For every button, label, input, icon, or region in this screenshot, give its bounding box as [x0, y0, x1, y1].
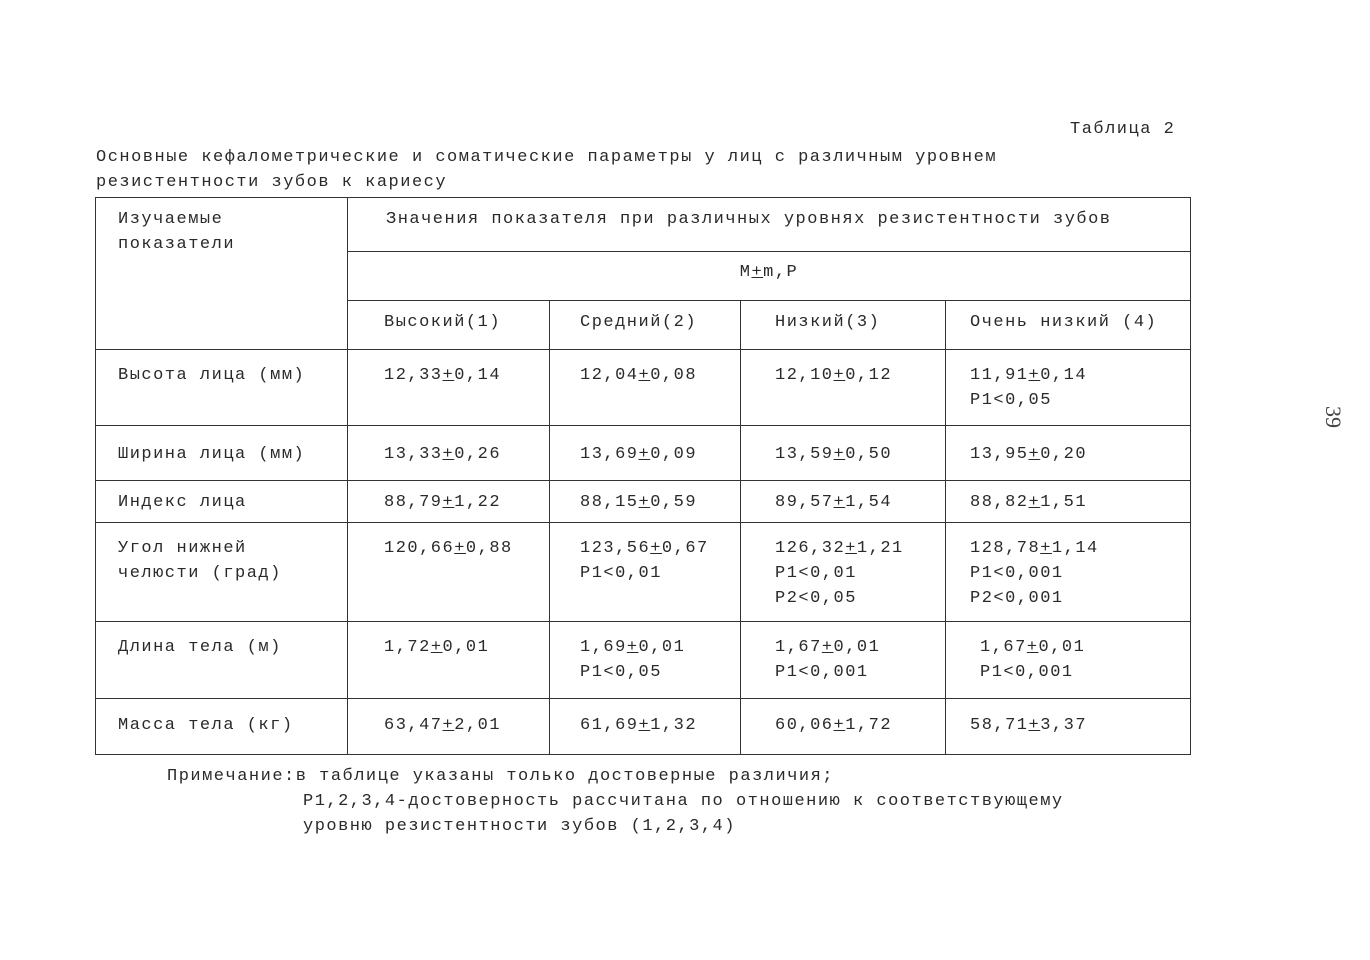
- level-high: Высокий(1): [384, 313, 502, 332]
- header-param-line-2: показатели: [118, 235, 236, 254]
- value-text: 89,57+1,54: [775, 493, 893, 512]
- p-value-line: P1<0,001: [775, 663, 869, 682]
- value-cell: [741, 699, 946, 755]
- cephalometric-table: [95, 197, 1191, 755]
- param-label: Масса тела (кг): [118, 716, 294, 735]
- level-cell: [550, 301, 741, 350]
- value-text: 61,69+1,32: [580, 716, 698, 735]
- param-cell: [96, 350, 348, 426]
- value-text: [946, 523, 1190, 611]
- value-line: 128,78+1,14: [970, 539, 1099, 558]
- header-mm-cell: [348, 252, 1191, 301]
- value-cell: [550, 481, 741, 523]
- param-cell: [96, 523, 348, 622]
- value-cell: [741, 622, 946, 699]
- caption-line-1: Основные кефалометрические и соматические параметры у лиц с различным уровнем: [96, 148, 998, 167]
- value-text: 13,95+0,20: [970, 445, 1088, 464]
- value-cell: [550, 622, 741, 699]
- value-text: [741, 523, 945, 611]
- p-value-line: P1<0,01: [775, 564, 857, 583]
- value-cell: [348, 622, 550, 699]
- value-cell: [946, 523, 1191, 622]
- p-value-line: P1<0,001: [970, 564, 1064, 583]
- table-row: [96, 622, 1191, 699]
- level-very-low: Очень низкий (4): [970, 313, 1158, 332]
- value-cell: [946, 622, 1191, 699]
- level-cell: [741, 301, 946, 350]
- param-label: Высота лица (мм): [118, 366, 306, 385]
- param-cell: [96, 699, 348, 755]
- value-line: 126,32+1,21: [775, 539, 904, 558]
- value-cell: [946, 426, 1191, 481]
- param-cell: [96, 622, 348, 699]
- header-values-cell: [348, 198, 1191, 252]
- value-text: 1,72+0,01: [384, 638, 490, 657]
- p-value-line: P2<0,001: [970, 589, 1064, 608]
- note-line-1: Примечание:в таблице указаны только достоверные различия;: [167, 767, 834, 786]
- value-cell: [741, 481, 946, 523]
- value-text: 88,82+1,51: [970, 493, 1088, 512]
- table-row: [96, 523, 1191, 622]
- value-text: [550, 622, 740, 685]
- value-text: [946, 350, 1190, 413]
- param-label: Длина тела (м): [118, 638, 282, 657]
- value-text: 12,04+0,08: [580, 366, 698, 385]
- table-row: [96, 481, 1191, 523]
- header-mm-text: M+m,P: [739, 263, 799, 282]
- table-row: [96, 350, 1191, 426]
- value-text: 13,69+0,09: [580, 445, 698, 464]
- value-cell: [946, 481, 1191, 523]
- value-cell: [348, 350, 550, 426]
- value-cell: [550, 426, 741, 481]
- value-line: 123,56+0,67: [580, 539, 709, 558]
- value-text: 88,79+1,22: [384, 493, 502, 512]
- p-value-line: P1<0,01: [580, 564, 662, 583]
- param-label: Индекс лица: [118, 493, 247, 512]
- param-cell: [96, 481, 348, 523]
- value-cell: [550, 523, 741, 622]
- value-text: 60,06+1,72: [775, 716, 893, 735]
- param-cell: [96, 426, 348, 481]
- level-cell: [348, 301, 550, 350]
- header-parameter-cell: [96, 198, 348, 350]
- value-cell: [741, 523, 946, 622]
- p-value-line: P1<0,05: [580, 663, 662, 682]
- value-cell: [550, 350, 741, 426]
- value-text: 12,33+0,14: [384, 366, 502, 385]
- table-note: [167, 764, 1064, 839]
- value-cell: [348, 481, 550, 523]
- value-text: 63,47+2,01: [384, 716, 502, 735]
- header-values-text: Значения показателя при различных уровнях резистентности зубов: [386, 210, 1112, 229]
- p-value-line: P2<0,05: [775, 589, 857, 608]
- value-cell: [741, 350, 946, 426]
- p-value-line: P1<0,001: [980, 663, 1074, 682]
- value-line: 1,69+0,01: [580, 638, 686, 657]
- value-text: 120,66+0,88: [384, 539, 513, 558]
- value-text: 58,71+3,37: [970, 716, 1088, 735]
- level-low: Низкий(3): [775, 313, 881, 332]
- value-text: 12,10+0,12: [775, 366, 893, 385]
- p-value-line: P1<0,05: [970, 391, 1052, 410]
- page-number: 39: [1321, 406, 1346, 428]
- value-text: 13,33+0,26: [384, 445, 502, 464]
- value-line: 1,67+0,01: [980, 638, 1086, 657]
- value-cell: [348, 523, 550, 622]
- note-line-2: P1,2,3,4-достоверность рассчитана по отношению к соответствующему: [303, 792, 1064, 811]
- param-label: Ширина лица (мм): [118, 445, 306, 464]
- value-text: [946, 622, 1190, 685]
- value-cell: [348, 426, 550, 481]
- param-line: Угол нижней: [118, 539, 247, 558]
- level-medium: Средний(2): [580, 313, 698, 332]
- value-text: 13,59+0,50: [775, 445, 893, 464]
- value-cell: [946, 699, 1191, 755]
- table-row: [96, 699, 1191, 755]
- value-cell: [348, 699, 550, 755]
- note-line-3: уровню резистентности зубов (1,2,3,4): [303, 817, 736, 836]
- header-row-top: [96, 198, 1191, 252]
- table-caption: [96, 145, 997, 195]
- level-cell: [946, 301, 1191, 350]
- caption-line-2: резистентности зубов к кариесу: [96, 173, 448, 192]
- header-param-line-1: Изучаемые: [118, 210, 224, 229]
- param-line: челюсти (град): [118, 564, 282, 583]
- value-text: 88,15+0,59: [580, 493, 698, 512]
- table-row: [96, 426, 1191, 481]
- value-text: [741, 622, 945, 685]
- value-line: 11,91+0,14: [970, 366, 1088, 385]
- value-cell: [946, 350, 1191, 426]
- param-label: [96, 523, 347, 586]
- value-cell: [550, 699, 741, 755]
- value-text: [550, 523, 740, 586]
- table-number-label: Таблица 2: [1070, 120, 1176, 139]
- value-cell: [741, 426, 946, 481]
- value-line: 1,67+0,01: [775, 638, 881, 657]
